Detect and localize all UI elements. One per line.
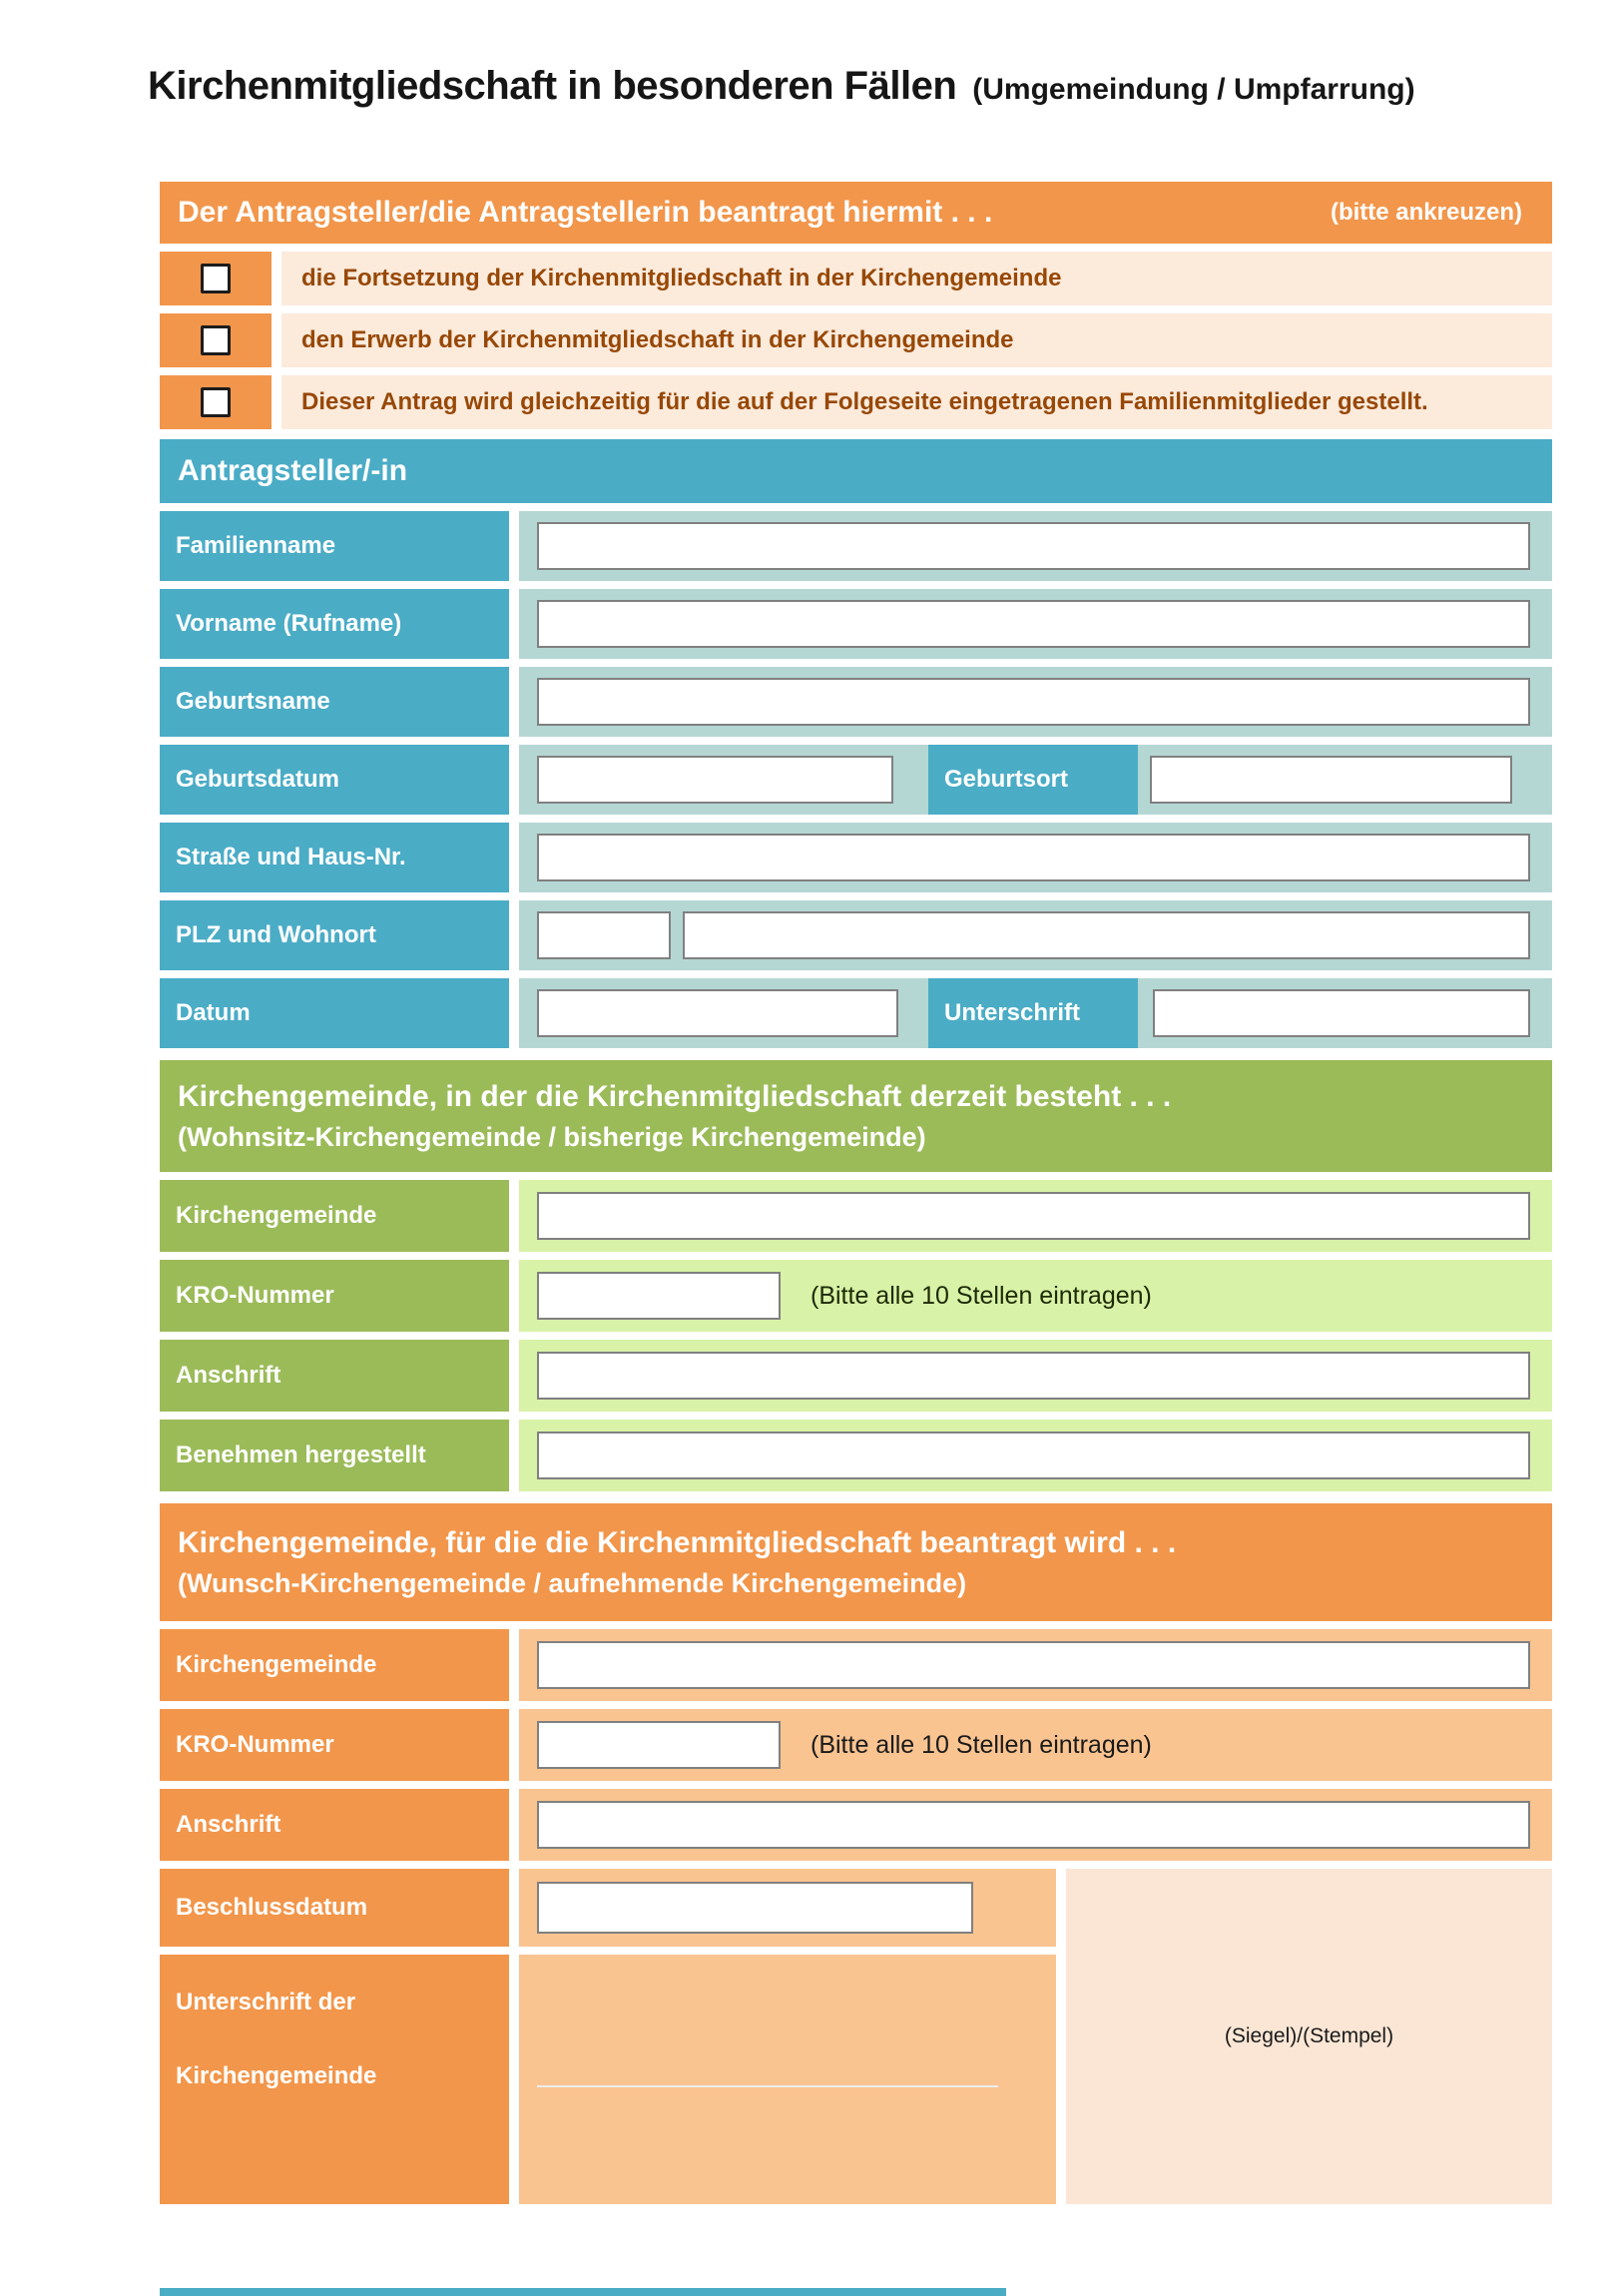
new-kro-hint: (Bitte alle 10 Stellen eintragen) (811, 1730, 1152, 1759)
form (160, 182, 1552, 2204)
benehmen-input[interactable] (537, 1432, 1530, 1479)
new-kro-nummer-input[interactable] (537, 1721, 781, 1769)
row-geburtsname (160, 667, 1552, 737)
section-new-parish-subtitle: (Wunsch-Kirchengemeinde / aufnehmende Kirchengemeinde) (178, 1567, 967, 1598)
label-familienname: Familienname (160, 511, 509, 581)
option-label: die Fortsetzung der Kirchenmitgliedschaft in der Kirchengemeinde (281, 252, 1552, 305)
label-benehmen: Benehmen hergestellt (160, 1420, 509, 1491)
section-applicant-header (160, 439, 1552, 503)
checkbox-cell (160, 375, 271, 429)
plz-input[interactable] (537, 911, 671, 959)
option-row-erwerb (160, 313, 1552, 367)
siegel-stempel-area (1066, 1869, 1552, 2204)
section-current-parish-title: Kirchengemeinde, in der die Kirchenmitgliedschaft derzeit besteht . . . (178, 1079, 1172, 1113)
row-current-kirchengemeinde (160, 1180, 1552, 1252)
new-kirchengemeinde-input[interactable] (537, 1641, 1530, 1689)
section-request-header (160, 182, 1552, 244)
section-new-parish-header (160, 1503, 1552, 1621)
label-geburtsname: Geburtsname (160, 667, 509, 737)
row-familienname (160, 511, 1552, 581)
option-row-familienmitglieder (160, 375, 1552, 429)
option-row-fortsetzung (160, 252, 1552, 305)
label-unterschrift-line2: Kirchengemeinde (176, 2062, 377, 2089)
datum-input[interactable] (537, 989, 898, 1037)
row-current-kro-nummer (160, 1260, 1552, 1332)
bitte-ankreuzen-note: (bitte ankreuzen) (1330, 199, 1522, 226)
label-datum: Datum (160, 978, 509, 1048)
current-anschrift-input[interactable] (537, 1352, 1530, 1400)
label-geburtsort: Geburtsort (928, 745, 1138, 815)
section-new-parish-title: Kirchengemeinde, für die die Kirchenmitgliedschaft beantragt wird . . . (178, 1525, 1177, 1559)
new-anschrift-input[interactable] (537, 1801, 1530, 1849)
checkbox-cell (160, 313, 271, 367)
row-current-anschrift (160, 1340, 1552, 1412)
row-unterschrift-kirchengemeinde (160, 1955, 1056, 2204)
option-label: den Erwerb der Kirchenmitgliedschaft in der Kirchengemeinde (281, 313, 1552, 367)
geburtsdatum-input[interactable] (537, 756, 893, 804)
beschlussdatum-input[interactable] (537, 1882, 973, 1934)
label-new-kro-nummer: KRO-Nummer (160, 1709, 509, 1781)
label-strasse: Straße und Haus-Nr. (160, 823, 509, 892)
row-datum-unterschrift (160, 978, 1552, 1048)
label-beschlussdatum: Beschlussdatum (160, 1869, 509, 1947)
page-title-main: Kirchenmitgliedschaft in besonderen Fällen (148, 64, 957, 108)
row-plz-wohnort (160, 900, 1552, 970)
option-label: Dieser Antrag wird gleichzeitig für die auf der Folgeseite eingetragenen Familienmitglieder gestellt. (281, 375, 1552, 429)
erwerb-checkbox[interactable] (201, 325, 231, 355)
section-request-title: Der Antragsteller/die Antragstellerin beantragt hiermit . . . (178, 196, 993, 229)
label-current-anschrift: Anschrift (160, 1340, 509, 1412)
fortsetzung-checkbox[interactable] (201, 264, 231, 293)
row-new-anschrift (160, 1789, 1552, 1861)
row-geburtsdatum (160, 745, 1552, 815)
page-title-suffix: (Umgemeindung / Umpfarrung) (972, 73, 1415, 106)
label-new-kirchengemeinde: Kirchengemeinde (160, 1629, 509, 1701)
unterschrift-input[interactable] (1153, 989, 1530, 1037)
label-plz-wohnort: PLZ und Wohnort (160, 900, 509, 970)
row-beschlussdatum (160, 1869, 1056, 1947)
signature-box[interactable] (537, 2085, 998, 2087)
vorname-input[interactable] (537, 600, 1530, 648)
row-benehmen (160, 1420, 1552, 1491)
geburtsort-input[interactable] (1150, 756, 1512, 804)
row-new-kro-nummer (160, 1709, 1552, 1781)
geburtsname-input[interactable] (537, 678, 1530, 726)
label-geburtsdatum: Geburtsdatum (160, 745, 509, 815)
section-current-parish-subtitle: (Wohnsitz-Kirchengemeinde / bisherige Kirchengemeinde) (178, 1121, 926, 1152)
label-current-kro-nummer: KRO-Nummer (160, 1260, 509, 1332)
familienname-input[interactable] (537, 522, 1530, 570)
section-current-parish-header (160, 1060, 1552, 1172)
row-new-kirchengemeinde (160, 1629, 1552, 1701)
siegel-stempel-label: (Siegel)/(Stempel) (1224, 2024, 1394, 2047)
section-applicant-title: Antragsteller/-in (178, 454, 408, 487)
familienmitglieder-checkbox[interactable] (201, 387, 231, 417)
label-unterschrift: Unterschrift (928, 978, 1138, 1048)
row-vorname (160, 589, 1552, 659)
strasse-input[interactable] (537, 834, 1530, 881)
current-kirchengemeinde-input[interactable] (537, 1192, 1530, 1240)
current-kro-nummer-input[interactable] (537, 1272, 781, 1320)
label-vorname: Vorname (Rufname) (160, 589, 509, 659)
label-unterschrift-line1: Unterschrift der (176, 1989, 356, 2015)
label-new-anschrift: Anschrift (160, 1789, 509, 1861)
label-unterschrift-kirchengemeinde (160, 1955, 509, 2204)
footer-bar (160, 2288, 1006, 2296)
page-title (0, 0, 1622, 109)
label-current-kirchengemeinde: Kirchengemeinde (160, 1180, 509, 1252)
row-strasse (160, 823, 1552, 892)
wohnort-input[interactable] (683, 911, 1530, 959)
checkbox-cell (160, 252, 271, 305)
new-parish-bottom-block (160, 1869, 1552, 2204)
current-kro-hint: (Bitte alle 10 Stellen eintragen) (811, 1281, 1152, 1310)
